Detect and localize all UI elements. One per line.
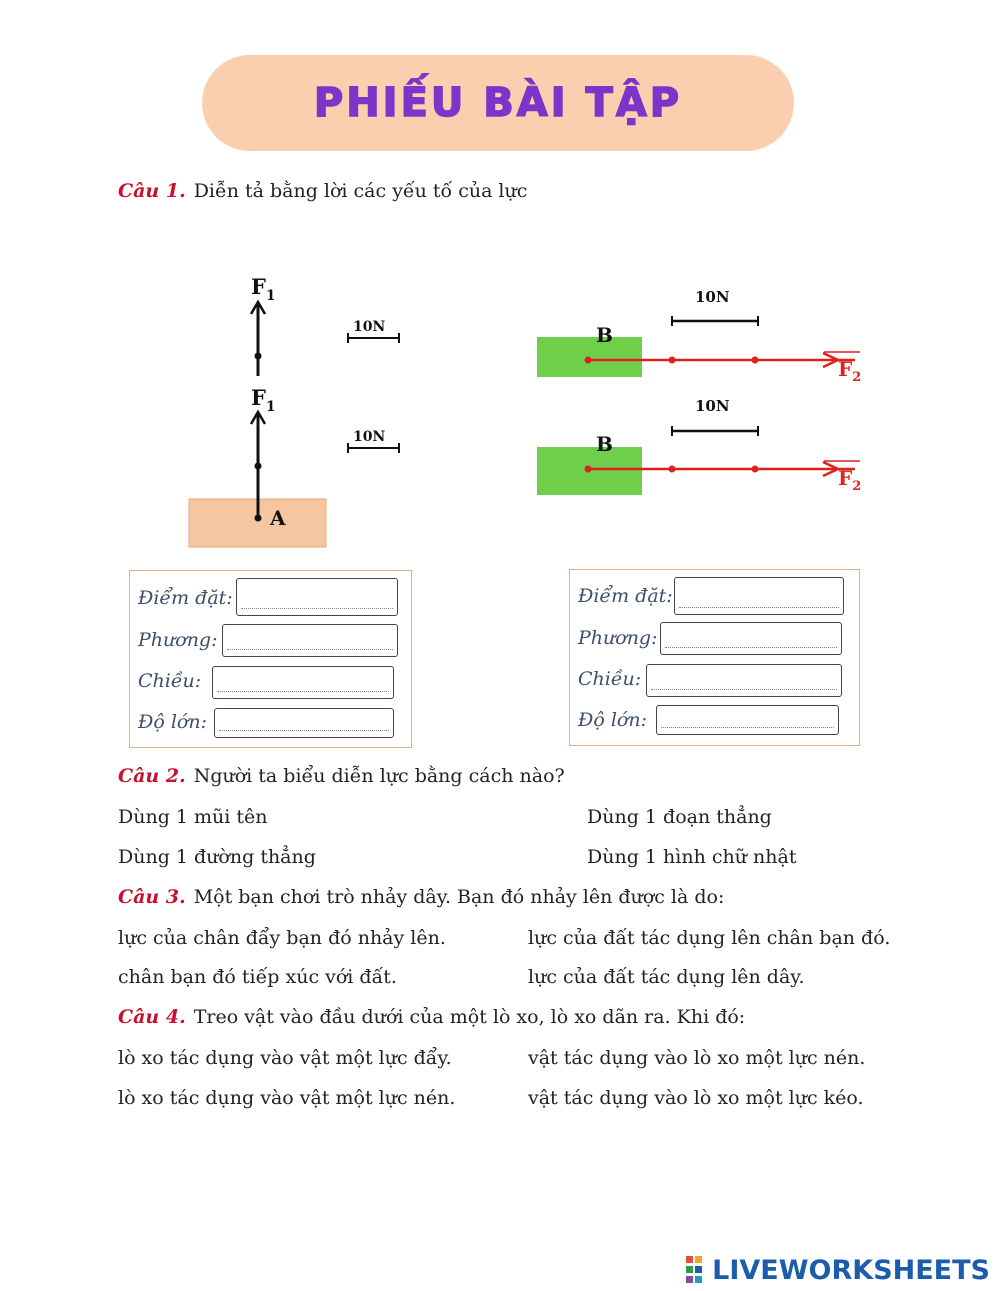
q2-option-1[interactable]: Dùng 1 mũi tên [118, 806, 268, 828]
label-chieu: Chiều: [578, 668, 642, 690]
answer-form-right [569, 569, 860, 746]
question-2-label: Câu 2. [118, 765, 186, 787]
force-diagram [0, 0, 1000, 560]
tick-point [255, 353, 262, 360]
input-do-lon-right[interactable] [656, 705, 839, 735]
question-4-label: Câu 4. [118, 1006, 186, 1028]
scale-label-left-1: 10N [353, 319, 386, 335]
force-f2-label-top: $F_2$ [838, 357, 862, 385]
label-phuong: Phương: [138, 629, 218, 651]
liveworksheets-logo-icon [686, 1256, 712, 1284]
q4-option-1[interactable]: lò xo tác dụng vào vật một lực đẩy. [118, 1047, 452, 1069]
question-4 [118, 1006, 745, 1028]
label-do-lon: Độ lớn: [138, 711, 207, 733]
answer-form-left [129, 570, 412, 748]
q3-option-1[interactable]: lực của chân đẩy bạn đó nhảy lên. [118, 927, 446, 949]
question-3 [118, 886, 724, 908]
q4-option-4[interactable]: vật tác dụng vào lò xo một lực kéo. [528, 1087, 864, 1109]
input-phuong-left[interactable] [222, 624, 398, 657]
force-f2-label-bottom: $F_2$ [838, 466, 862, 494]
scale-label-left-2: 10N [353, 429, 386, 445]
question-2-text: Người ta biểu diễn lực bằng cách nào? [193, 765, 565, 787]
q3-option-3[interactable]: chân bạn đó tiếp xúc với đất. [118, 966, 397, 988]
page-title: PHIẾU BÀI TẬP [313, 80, 683, 126]
question-2 [118, 765, 565, 787]
q4-option-2[interactable]: vật tác dụng vào lò xo một lực nén. [528, 1047, 866, 1069]
label-chieu: Chiều: [138, 670, 202, 692]
input-do-lon-left[interactable] [214, 708, 394, 738]
logo-text: LIVEWORKSHEETS [712, 1254, 990, 1286]
question-4-text: Treo vật vào đầu dưới của một lò xo, lò xo dãn ra. Khi đó: [193, 1006, 746, 1028]
question-3-label: Câu 3. [118, 886, 186, 908]
q3-option-2[interactable]: lực của đất tác dụng lên chân bạn đó. [528, 927, 891, 949]
input-diem-dat-right[interactable] [674, 577, 844, 615]
q2-option-4[interactable]: Dùng 1 hình chữ nhật [587, 846, 797, 868]
liveworksheets-logo [686, 1254, 990, 1286]
label-diem-dat: Điểm đặt: [578, 585, 673, 607]
q4-option-3[interactable]: lò xo tác dụng vào vật một lực nén. [118, 1087, 456, 1109]
input-diem-dat-left[interactable] [236, 578, 398, 616]
point-b-label-top: B [596, 323, 613, 347]
scale-label-right-2: 10N [695, 397, 730, 415]
input-chieu-left[interactable] [212, 666, 394, 699]
input-phuong-right[interactable] [660, 622, 842, 655]
force-f1-label-upper: $F_1$ [251, 274, 276, 304]
q2-option-2[interactable]: Dùng 1 đoạn thẳng [587, 806, 772, 828]
q3-option-4[interactable]: lực của đất tác dụng lên dây. [528, 966, 805, 988]
question-1-label: Câu 1. [118, 180, 186, 202]
scale-label-right-1: 10N [695, 288, 730, 306]
question-1-text: Diễn tả bằng lời các yếu tố của lực [193, 180, 528, 202]
label-do-lon: Độ lớn: [578, 709, 647, 731]
point-a-dot [255, 515, 262, 522]
force-f1-label-lower: $F_1$ [251, 385, 276, 415]
q2-option-3[interactable]: Dùng 1 đường thẳng [118, 846, 316, 868]
point-a-label: A [270, 506, 286, 530]
input-chieu-right[interactable] [646, 664, 842, 697]
label-phuong: Phương: [578, 627, 658, 649]
label-diem-dat: Điểm đặt: [138, 587, 233, 609]
tick-point [255, 463, 262, 470]
point-b-label-bottom: B [596, 432, 613, 456]
question-3-text: Một bạn chơi trò nhảy dây. Bạn đó nhảy lên được là do: [193, 886, 725, 908]
